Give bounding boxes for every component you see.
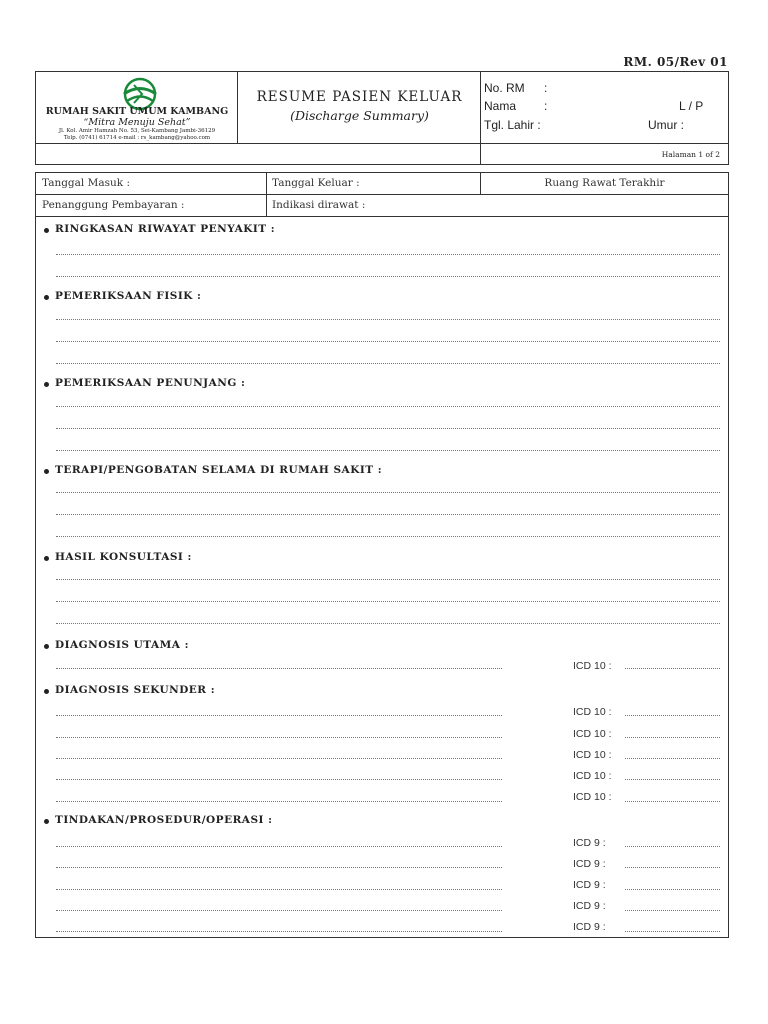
terapi-line[interactable] [56, 514, 720, 515]
penunjang-line[interactable] [56, 450, 720, 451]
icd9-label: ICD 9 : [573, 879, 606, 891]
page-number: Halaman 1 of 2 [661, 150, 720, 159]
penanggung-pembayaran-label: Penanggung Pembayaran : [42, 199, 185, 211]
bullet-icon [44, 228, 49, 233]
penunjang-line[interactable] [56, 428, 720, 429]
section-penunjang-label: PEMERIKSAAN PENUNJANG : [55, 377, 246, 389]
icd10-label: ICD 10 : [573, 660, 612, 672]
icd9-field[interactable] [625, 910, 720, 911]
tindakan-line[interactable] [56, 931, 502, 932]
icd9-label: ICD 9 : [573, 921, 606, 933]
diagnosis-sekunder-line[interactable] [56, 715, 502, 716]
nama-label: Nama [484, 99, 517, 113]
section-riwayat-label: RINGKASAN RIWAYAT PENYAKIT : [55, 223, 276, 235]
hospital-tagline: “Mitra Menuju Sehat” [83, 117, 191, 128]
icd10-label: ICD 10 : [573, 770, 612, 782]
section-diagnosis-utama-label: DIAGNOSIS UTAMA : [55, 639, 189, 651]
konsultasi-line[interactable] [56, 579, 720, 580]
riwayat-line[interactable] [56, 276, 720, 277]
icd9-field[interactable] [625, 931, 720, 932]
icd10-field[interactable] [625, 779, 720, 780]
header-box [35, 71, 729, 165]
tanggal-masuk-label: Tanggal Masuk : [42, 177, 131, 189]
icd10-field[interactable] [625, 801, 720, 802]
bullet-icon [44, 382, 49, 387]
diagnosis-sekunder-line[interactable] [56, 801, 502, 802]
bullet-icon [44, 469, 49, 474]
tindakan-line[interactable] [56, 867, 502, 868]
konsultasi-line[interactable] [56, 601, 720, 602]
tindakan-line[interactable] [56, 910, 502, 911]
section-diagnosis-sekunder-heading [44, 684, 215, 696]
terapi-line[interactable] [56, 536, 720, 537]
sex-label: L / P [679, 99, 704, 113]
hospital-contact-line: Telp. (0741) 61714 e-mail : rs_kambang@yahoo.com [63, 135, 211, 141]
tanggal-keluar-label: Tanggal Keluar : [272, 177, 360, 189]
icd10-field[interactable] [625, 758, 720, 759]
section-konsultasi-heading [44, 551, 192, 563]
bullet-icon [44, 819, 49, 824]
hospital-address [36, 128, 238, 142]
fisik-line[interactable] [56, 341, 720, 342]
bullet-icon [44, 689, 49, 694]
icd9-label: ICD 9 : [573, 858, 606, 870]
section-penunjang-heading [44, 377, 245, 389]
icd9-label: ICD 9 : [573, 837, 606, 849]
icd10-label: ICD 10 : [573, 728, 612, 740]
document-code: RM. 05/Rev 01 [623, 55, 728, 69]
icd9-label: ICD 9 : [573, 900, 606, 912]
section-terapi-label: TERAPI/PENGOBATAN SELAMA DI RUMAH SAKIT : [55, 464, 383, 476]
icd10-field[interactable] [625, 715, 720, 716]
document-subtitle: (Discharge Summary) [290, 108, 429, 123]
terapi-line[interactable] [56, 492, 720, 493]
no-rm-label: No. RM [484, 81, 525, 95]
diagnosis-sekunder-line[interactable] [56, 758, 502, 759]
icd10-label: ICD 10 : [573, 791, 612, 803]
fisik-line[interactable] [56, 319, 720, 320]
penunjang-line[interactable] [56, 406, 720, 407]
riwayat-line[interactable] [56, 254, 720, 255]
icd10-label: ICD 10 : [573, 749, 612, 761]
bullet-icon [44, 644, 49, 649]
icd10-field[interactable] [625, 668, 720, 669]
section-fisik-heading [44, 290, 201, 302]
tgl-lahir-label: Tgl. Lahir : [484, 118, 541, 132]
icd10-label: ICD 10 : [573, 706, 612, 718]
diagnosis-utama-line[interactable] [56, 668, 502, 669]
summary-table [35, 172, 729, 938]
icd10-field[interactable] [625, 737, 720, 738]
hospital-name: RUMAH SAKIT UMUM KAMBANG [45, 106, 229, 117]
section-konsultasi-label: HASIL KONSULTASI : [55, 551, 192, 563]
document-title: RESUME PASIEN KELUAR [256, 89, 463, 105]
icd9-field[interactable] [625, 889, 720, 890]
konsultasi-line[interactable] [56, 623, 720, 624]
section-terapi-heading [44, 464, 382, 476]
indikasi-dirawat-label: Indikasi dirawat : [272, 199, 366, 211]
icd9-field[interactable] [625, 867, 720, 868]
tindakan-line[interactable] [56, 889, 502, 890]
umur-label: Umur : [648, 118, 684, 132]
section-diagnosis-sekunder-label: DIAGNOSIS SEKUNDER : [55, 684, 216, 696]
ruang-rawat-label: Ruang Rawat Terakhir [544, 177, 665, 189]
nama-colon: : [544, 99, 548, 113]
section-riwayat-heading [44, 223, 275, 235]
tindakan-line[interactable] [56, 846, 502, 847]
section-tindakan-label: TINDAKAN/PROSEDUR/OPERASI : [55, 814, 273, 826]
section-fisik-label: PEMERIKSAAN FISIK : [55, 290, 202, 302]
hospital-address-line: Jl. Kol. Amir Hamzah No. 53, Sei-Kambang Jambi-36129 [58, 128, 216, 134]
no-rm-colon: : [544, 81, 548, 95]
section-diagnosis-utama-heading [44, 639, 189, 651]
diagnosis-sekunder-line[interactable] [56, 737, 502, 738]
bullet-icon [44, 295, 49, 300]
icd9-field[interactable] [625, 846, 720, 847]
fisik-line[interactable] [56, 363, 720, 364]
diagnosis-sekunder-line[interactable] [56, 779, 502, 780]
section-tindakan-heading [44, 814, 272, 826]
bullet-icon [44, 556, 49, 561]
